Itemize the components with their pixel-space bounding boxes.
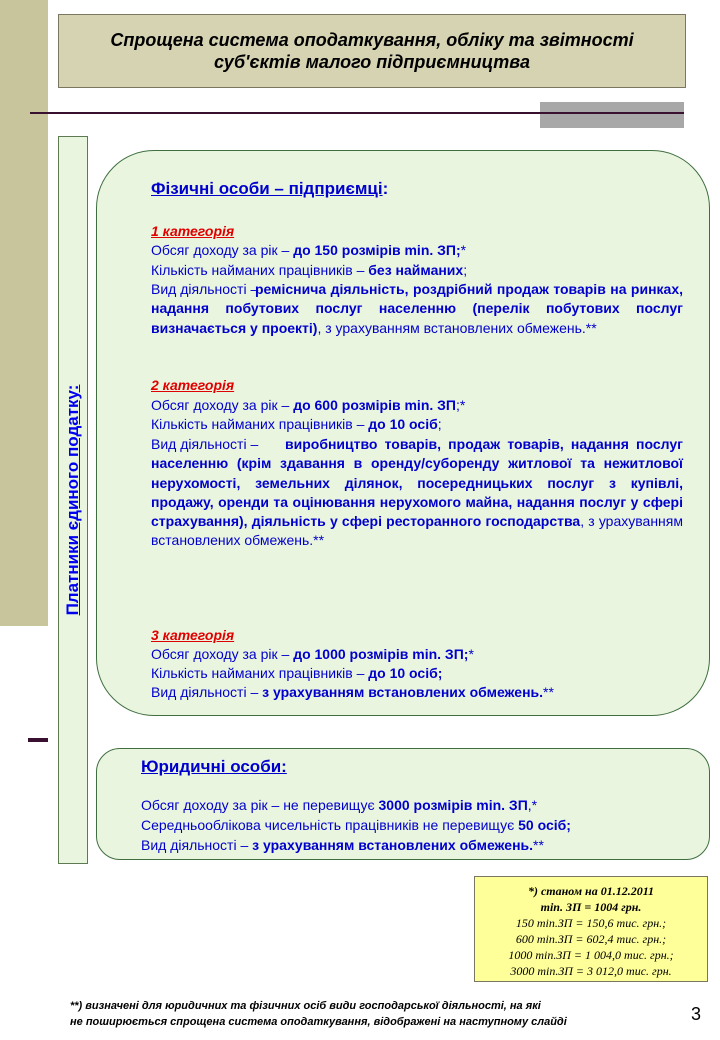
- category-1-workers-prefix: Кількість найманих працівників –: [151, 262, 369, 278]
- legal-entities-heading: Юридичні особи:: [141, 757, 287, 776]
- legal-staff: [141, 817, 571, 833]
- category-1-activity: [47, 280, 683, 338]
- category-2-activity-bold: виробництво товарів, продаж товарів, надання послуг населенню (крім здавання в оренду/суборенду житлової та нежитлової нерухомості, земельних ділянок, посередницьких послуг з купівлі, продажу, оренди та оцінювання нерухомого майна, надання послуг у сфері страхування), діяльність у сфері ресторанного господарства: [151, 436, 683, 530]
- category-3-workers-value: до 10 осіб;: [368, 665, 443, 681]
- category-1-label: 1 категорія: [151, 223, 235, 239]
- category-1-activity-mark: **: [585, 319, 597, 336]
- header-gray-block: [540, 102, 684, 128]
- footnote: [70, 998, 567, 1030]
- sidebar-label: Платники єдиного податку:: [63, 384, 82, 616]
- category-2-activity-tail: , з урахуванням встановлених обмежень.: [151, 513, 683, 549]
- category-1-income: [151, 241, 466, 260]
- category-1-workers-suffix: ;: [463, 262, 468, 278]
- category-3-activity-mark: **: [543, 684, 554, 700]
- legal-income-mark: ,*: [527, 797, 538, 813]
- category-2-income-prefix: Обсяг доходу за рік –: [151, 397, 294, 413]
- legal-income-value: 3000 розмірів min. ЗП: [378, 797, 528, 813]
- category-1-activity-bold: реміснича діяльність, роздрібний продаж товарів на ринках, надання побутових послуг населенню (перелік побутових послуг визначається у проекті): [151, 281, 683, 336]
- individuals-heading: [151, 179, 388, 199]
- legal-activity: [141, 837, 544, 853]
- category-3-income: [151, 645, 474, 664]
- note-600: 600 min.ЗП = 602,4 тис. грн.;: [515, 932, 667, 946]
- legal-income: [141, 797, 537, 813]
- min-wage-note: [474, 876, 708, 982]
- note-date: *) станом на 01.12.2011: [527, 884, 655, 898]
- category-1-income-prefix: Обсяг доходу за рік –: [151, 242, 294, 258]
- category-3-activity: [151, 683, 554, 702]
- category-3-activity-value: з урахуванням встановлених обмежень.: [262, 684, 544, 700]
- category-3-activity-prefix: Вид діяльності –: [151, 684, 263, 700]
- category-2-workers-value: до 10 осіб: [368, 416, 438, 432]
- category-3-workers-prefix: Кількість найманих працівників –: [151, 665, 369, 681]
- category-1-activity-tail: , з урахуванням встановлених обмежень.: [317, 319, 586, 336]
- page-title-line1: Спрощена система оподаткування, обліку та звітності: [110, 30, 634, 50]
- header-gray-stripe: [540, 112, 684, 114]
- note-min-wage: min. ЗП = 1004 грн.: [540, 900, 642, 914]
- category-2-label: 2 категорія: [151, 377, 235, 393]
- category-2-workers-suffix: ;: [437, 416, 442, 432]
- note-1000: 1000 min.ЗП = 1 004,0 тис. грн.;: [508, 948, 674, 962]
- page-number: 3: [691, 1004, 702, 1024]
- category-2-workers: [151, 415, 442, 434]
- legal-entities-card: [96, 748, 710, 860]
- category-2-income-mark: ;*: [455, 397, 466, 413]
- category-2-activity-prefix: Вид діяльності –: [151, 436, 259, 452]
- legal-staff-prefix: Середньооблікова чисельність працівників не перевищує: [141, 817, 519, 833]
- individuals-card: [96, 150, 710, 716]
- category-1-workers: [151, 261, 467, 280]
- legal-staff-value: 50 осіб;: [518, 817, 571, 833]
- category-3-income-prefix: Обсяг доходу за рік –: [151, 646, 294, 662]
- legal-activity-mark: **: [533, 837, 544, 853]
- legal-activity-value: з урахуванням встановлених обмежень.: [252, 837, 534, 853]
- footnote-line2: не поширюється спрощена система оподаткування, відображені на наступному слайді: [70, 1016, 567, 1028]
- title-box: [58, 14, 686, 88]
- left-decor-bar: [0, 0, 48, 626]
- page-title-line2: суб'єктів малого підприємництва: [214, 52, 530, 72]
- category-1-activity-prefix: Вид діяльності –: [151, 281, 259, 297]
- note-3000: 3000 min.ЗП = 3 012,0 тис. грн.: [510, 964, 672, 978]
- category-2-workers-prefix: Кількість найманих працівників –: [151, 416, 369, 432]
- category-2-income-value: до 600 розмірів min. ЗП: [293, 397, 456, 413]
- category-2-activity-mark: **: [313, 532, 325, 549]
- category-1-income-value: до 150 розмірів min. ЗП;: [293, 242, 461, 258]
- footnote-line1: **) визначені для юридичних та фізичних осіб види господарської діяльності, на які: [70, 1000, 541, 1012]
- category-1-income-mark: *: [460, 242, 467, 258]
- category-2-income: [151, 396, 465, 415]
- individuals-heading-text: Фізичні особи – підприємці: [151, 179, 383, 198]
- category-3-label: 3 категорія: [151, 627, 235, 643]
- left-decor-tick: [28, 738, 48, 742]
- category-1-workers-value: без найманих: [368, 262, 464, 278]
- legal-activity-prefix: Вид діяльності –: [141, 837, 253, 853]
- note-150: 150 min.ЗП = 150,6 тис. грн.;: [515, 916, 667, 930]
- legal-income-prefix: Обсяг доходу за рік – не перевищує: [141, 797, 379, 813]
- category-2-activity: [47, 435, 683, 551]
- category-3-income-mark: *: [468, 646, 474, 662]
- category-3-workers: [151, 664, 442, 683]
- category-3-income-value: до 1000 розмірів min. ЗП;: [293, 646, 469, 662]
- individuals-heading-colon: :: [382, 179, 389, 198]
